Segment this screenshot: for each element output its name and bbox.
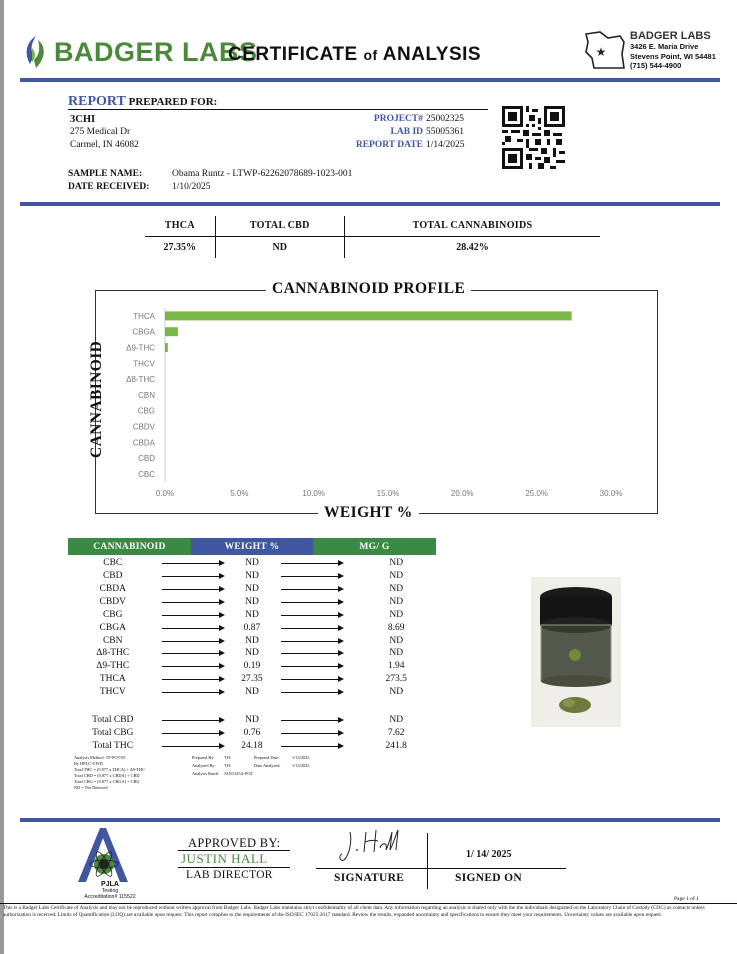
pjla-accreditation-logo <box>66 824 146 884</box>
chart-category-label: CBD <box>138 454 155 464</box>
batch-label: Analysis Batch: <box>192 771 220 776</box>
weight-value: 27.35 <box>241 674 263 685</box>
report-date-value: 1/14/2025 <box>426 140 465 150</box>
chart-category-label: Δ9-THC <box>126 343 155 353</box>
cannabinoid-name: CBC <box>103 558 123 569</box>
page-title <box>228 44 481 66</box>
mg-value: ND <box>389 648 404 659</box>
method-note-line: Total THC = (0.877 x THCA) + Δ9-THC <box>74 767 145 772</box>
title-of: of <box>363 47 378 63</box>
sample-name-label: SAMPLE NAME: <box>68 169 143 179</box>
arrow-icon <box>277 623 347 633</box>
method-note-line: By HPLC-VWD <box>74 761 103 766</box>
mg-value: 273.5 <box>385 674 407 685</box>
cannabinoid-profile-chart <box>95 290 658 514</box>
chart-x-tick-label: 30.0% <box>599 489 623 498</box>
mg-value: ND <box>389 558 404 569</box>
analysis-metadata <box>192 755 309 777</box>
result-row <box>68 570 436 582</box>
arrow-icon <box>158 636 228 646</box>
signed-on-label: SIGNED ON <box>455 872 522 884</box>
weight-value: ND <box>245 609 259 620</box>
results-header-weight: WEIGHT % <box>191 538 313 555</box>
signed-date: 1/ 14/ 2025 <box>466 849 512 860</box>
weight-value: 0.76 <box>243 728 261 739</box>
result-row <box>68 647 436 659</box>
cannabinoid-name: Δ8-THC <box>96 648 130 659</box>
project-label: PROJECT# <box>373 114 423 124</box>
weight-value: ND <box>245 715 259 726</box>
date-analyzed: 1/13/2025 <box>292 763 310 768</box>
arrow-icon <box>158 715 228 725</box>
cannabinoid-name: THCV <box>99 687 126 698</box>
summary-table <box>145 216 600 258</box>
chart-bar <box>165 327 178 336</box>
arrow-icon <box>277 715 347 725</box>
weight-value: 0.87 <box>243 622 261 633</box>
arrow-icon <box>158 687 228 697</box>
chart-x-tick-label: 0.0% <box>155 489 175 498</box>
arrow-icon <box>277 610 347 620</box>
report-heading <box>68 94 217 110</box>
mg-value: ND <box>389 596 404 607</box>
results-header <box>68 538 436 555</box>
chart-category-label: CBG <box>137 406 155 416</box>
chart-category-label: THCA <box>133 311 155 321</box>
date-analyzed-label: Date Analyzed: <box>254 763 281 768</box>
product-jar-image <box>531 577 621 727</box>
mg-value: ND <box>389 571 404 582</box>
method-note-line: Total CBD = (0.877 x CBDA) + CBD <box>74 773 140 778</box>
result-row <box>68 583 436 595</box>
prepared-date: 1/13/2025 <box>292 755 310 760</box>
header-rule <box>20 78 720 82</box>
summary-value-thca: 27.35% <box>163 242 197 253</box>
results-header-cannabinoid: CANNABINOID <box>68 538 191 555</box>
arrow-icon <box>158 728 228 738</box>
mg-value: 7.62 <box>387 728 405 739</box>
chart-category-label: CBDV <box>132 422 155 432</box>
method-note-line: Analysis Method: TP-POT-05 <box>74 755 126 760</box>
chart-x-tick-label: 25.0% <box>525 489 549 498</box>
cannabinoid-name: Total CBD <box>92 715 134 726</box>
prepared-date-label: Prepared Date: <box>254 755 280 760</box>
weight-value: ND <box>245 596 259 607</box>
weight-value: ND <box>245 558 259 569</box>
mg-value: ND <box>389 687 404 698</box>
svg-text:★: ★ <box>595 45 607 59</box>
chart-category-label: CBDA <box>132 438 155 448</box>
weight-value: ND <box>245 583 259 594</box>
handwritten-signature <box>336 826 420 868</box>
chart-x-tick-label: 20.0% <box>450 489 474 498</box>
arrow-icon <box>277 741 347 751</box>
cannabinoid-name: Total CBG <box>92 728 134 739</box>
mg-value: 8.69 <box>387 622 405 633</box>
cannabinoid-name: CBG <box>102 609 123 620</box>
report-underline <box>68 109 488 110</box>
method-note-line: ND = Not Detected <box>74 785 108 790</box>
summary-header-thca: THCA <box>145 216 215 237</box>
weight-value: 0.19 <box>243 661 261 672</box>
product-photo <box>531 577 621 727</box>
arrow-icon <box>158 558 228 568</box>
chart-bar <box>165 311 572 320</box>
date-received-label: DATE RECEIVED: <box>68 182 150 192</box>
result-row <box>68 686 436 698</box>
method-notes <box>74 755 145 791</box>
signature-divider <box>427 833 428 889</box>
arrow-icon <box>277 674 347 684</box>
chart-x-tick-label: 15.0% <box>376 489 400 498</box>
qr-code[interactable] <box>502 106 565 169</box>
arrow-icon <box>158 597 228 607</box>
arrow-icon <box>277 584 347 594</box>
arrow-icon <box>277 687 347 697</box>
client-block <box>70 113 139 152</box>
weight-value: ND <box>245 571 259 582</box>
sample-name-value: Obama Runtz - LTWP-62262078689-1023-001 <box>172 169 353 179</box>
cannabinoid-name: CBDA <box>99 583 126 594</box>
result-row <box>68 660 436 672</box>
summary-header-total-cannabinoids: TOTAL CANNABINOIDS <box>344 216 600 237</box>
chart-category-label: Δ8-THC <box>126 375 155 385</box>
arrow-icon <box>158 623 228 633</box>
result-row <box>68 673 436 685</box>
approver-title: LAB DIRECTOR <box>186 869 273 881</box>
arrow-icon <box>158 571 228 581</box>
arrow-icon <box>158 741 228 751</box>
lab-id-label: LAB ID <box>390 127 423 137</box>
badger-labs-logo <box>22 30 258 74</box>
result-row <box>68 557 436 569</box>
report-word: REPORT <box>68 94 126 109</box>
arrow-icon <box>277 558 347 568</box>
arrow-icon <box>277 597 347 607</box>
client-address-1: 275 Medical Dr <box>70 127 131 137</box>
result-row <box>68 634 436 646</box>
weight-value: 24.18 <box>241 741 263 752</box>
signature-label: SIGNATURE <box>334 872 405 884</box>
section-rule <box>20 202 720 206</box>
cannabinoid-name: CBGA <box>99 622 126 633</box>
chart-x-tick-label: 5.0% <box>230 489 249 498</box>
weight-value: ND <box>245 635 259 646</box>
sample-info <box>68 168 352 194</box>
mg-value: ND <box>389 609 404 620</box>
chart-x-tick-label: 10.0% <box>302 489 326 498</box>
lab-address-1: 3426 E. Maria Drive <box>630 42 699 51</box>
logo-text: BADGER LABS <box>54 36 258 67</box>
total-row <box>68 740 436 752</box>
chart-x-axis-label: WEIGHT % <box>318 504 419 522</box>
results-header-mg: MG/ G <box>313 538 436 555</box>
title-part1: CERTIFICATE <box>228 44 364 65</box>
weight-value: ND <box>245 648 259 659</box>
prepared-by-label: Prepared By: <box>192 755 215 760</box>
left-edge-bar <box>0 0 4 954</box>
lab-address-block <box>630 30 716 71</box>
arrow-icon <box>158 584 228 594</box>
batch-value: JAN1325A-POT <box>224 771 254 776</box>
prepared-by: TJS <box>224 755 231 760</box>
summary-value-total-cbd: ND <box>215 237 344 259</box>
chart-category-label: CBGA <box>132 327 155 337</box>
arrow-icon <box>277 661 347 671</box>
disclaimer-rule <box>0 903 737 904</box>
disclaimer-text: This is a Badger Labs Certificate of Analysis and may not be reproduced without written approval from Badger Labs. Badger Labs maintains strict confidentiality of all client data. Any information regarding an analysis is shared only with the the individuals designated on the Laboratory Chain of Custody (COC) as contacts unless authorization is received. Limits of Quantification (LOQ) are available upon request. This report complies to the requirements of the ISO/IEC 17025:2017 standard. Review the results, expanded uncertainty and specifications to ensure they meet your requirements. Uncertainty values are available upon request. <box>3 905 705 919</box>
pjla-text <box>70 882 150 900</box>
chart-category-label: CBN <box>138 390 155 400</box>
result-row <box>68 622 436 634</box>
result-row <box>68 609 436 621</box>
pjla-name: PJLA <box>101 881 119 888</box>
cannabinoid-name: THCA <box>99 674 126 685</box>
result-row <box>68 596 436 608</box>
chart-category-label: THCV <box>133 359 155 369</box>
approved-by-label: APPROVED BY: <box>188 836 281 850</box>
accreditation-number: Accreditation# 115522 <box>84 894 136 900</box>
total-row <box>68 727 436 739</box>
chart-category-label: CBC <box>138 469 155 479</box>
pjla-sub: Testing <box>101 888 119 894</box>
lab-id-value: 55005361 <box>426 127 464 137</box>
signature-line <box>316 868 566 869</box>
cannabinoid-name: Δ9-THC <box>96 661 130 672</box>
arrow-icon <box>277 728 347 738</box>
project-info <box>310 113 500 152</box>
method-note-line: Total CBG = (0.877 x CBGA) + CBG <box>74 779 140 784</box>
total-row <box>68 714 436 726</box>
chart-y-axis-label: CANNABINOID <box>88 340 105 458</box>
arrow-icon <box>158 674 228 684</box>
date-received-value: 1/10/2025 <box>172 182 211 192</box>
arrow-icon <box>158 648 228 658</box>
analyzed-by-label: Analyzed By: <box>192 763 216 768</box>
badger-leaf-icon <box>22 34 48 70</box>
arrow-icon <box>158 610 228 620</box>
weight-value: ND <box>245 687 259 698</box>
mg-value: 1.94 <box>387 661 405 672</box>
lab-address-2: Stevens Point, WI 54481 <box>630 51 716 61</box>
approver-name: JUSTIN HALL <box>181 851 268 866</box>
chart-title: CANNABINOID PROFILE <box>266 280 471 298</box>
mg-value: ND <box>389 583 404 594</box>
client-address-2: Carmel, IN 46082 <box>70 140 139 150</box>
prepared-for-label: PREPARED FOR: <box>125 96 218 108</box>
cannabinoid-name: Total THC <box>92 741 134 752</box>
arrow-icon <box>277 571 347 581</box>
approver-name-line <box>178 867 290 868</box>
lab-phone: (715) 544-4900 <box>630 61 682 70</box>
mg-value: ND <box>389 635 404 646</box>
mg-value: 241.8 <box>385 741 407 752</box>
lab-name: BADGER LABS <box>630 30 711 42</box>
arrow-icon <box>277 648 347 658</box>
analyzed-by: TJS <box>224 763 231 768</box>
chart-bar <box>165 343 168 352</box>
project-value: 25002325 <box>426 114 464 124</box>
arrow-icon <box>158 661 228 671</box>
summary-value-total-cannabinoids: 28.42% <box>344 237 600 259</box>
client-name: 3CHI <box>70 114 96 125</box>
report-date-label: REPORT DATE <box>355 140 423 150</box>
cannabinoid-name: CBD <box>102 571 123 582</box>
cannabinoid-name: CBDV <box>99 596 126 607</box>
page-number: Page 1 of 1 <box>674 896 699 902</box>
cannabinoid-name: CBN <box>102 635 123 646</box>
summary-header-total-cbd: TOTAL CBD <box>215 216 344 237</box>
footer-rule <box>20 818 720 822</box>
title-part2: ANALYSIS <box>377 44 482 65</box>
arrow-icon <box>277 636 347 646</box>
mg-value: ND <box>389 715 404 726</box>
